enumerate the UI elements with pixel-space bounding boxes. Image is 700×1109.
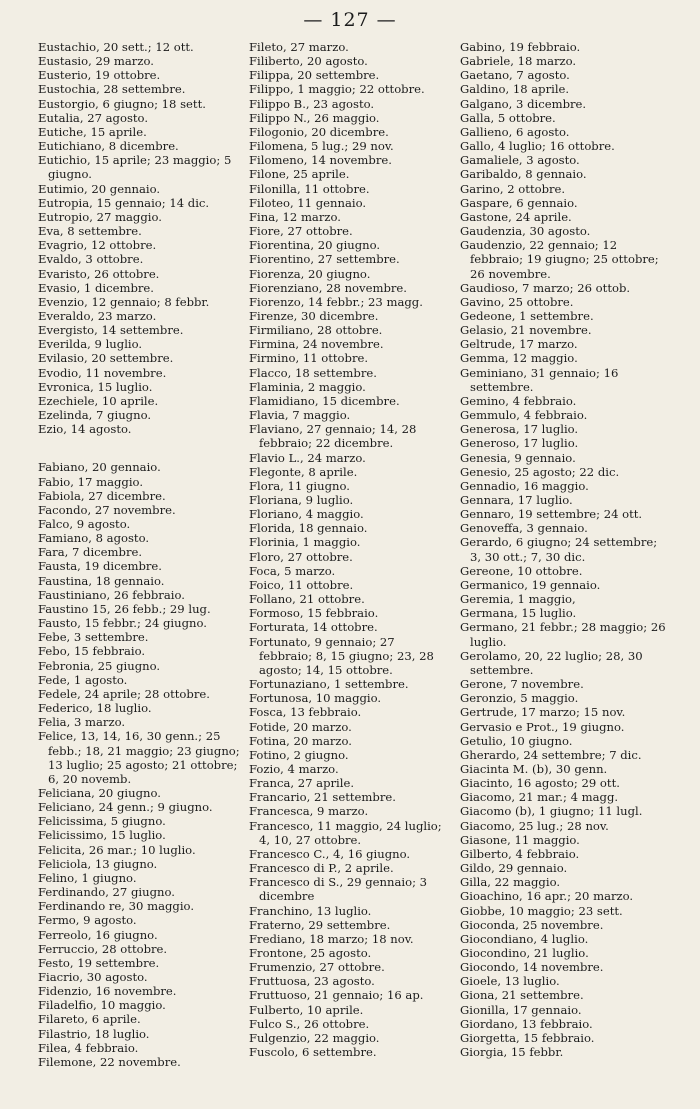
name-entry: Flora, 11 giugno. xyxy=(249,478,350,493)
name-entry: Fozio, 4 marzo. xyxy=(249,761,339,776)
name-entry: Fede, 1 agosto. xyxy=(38,672,128,687)
name-entry: Faustino 15, 26 febb.; 29 lug. xyxy=(38,601,211,616)
name-entry: Florinia, 1 maggio. xyxy=(249,535,361,550)
name-entry: Floriana, 9 luglio. xyxy=(249,493,354,507)
name-entry: Fara, 7 dicembre. xyxy=(38,545,143,560)
name-entry: Filastrio, 18 luglio. xyxy=(38,1026,150,1041)
name-entry: Gemma, 12 maggio. xyxy=(460,351,578,366)
name-entry: Filomeno, 14 novembre. xyxy=(249,153,392,168)
name-entry: Filonilla, 11 ottobre. xyxy=(249,181,370,196)
name-entry: Geminiano, 31 gennaio; 16 settembre. xyxy=(460,365,619,394)
name-entry: Galgano, 3 dicembre. xyxy=(460,96,587,111)
name-entry: Ezelinda, 7 giugno. xyxy=(38,408,152,423)
name-entry: Eutropia, 15 gennaio; 14 dic. xyxy=(38,195,210,210)
name-entry: Felicissimo, 15 luglio. xyxy=(38,828,166,843)
name-entry: Frediano, 18 marzo; 18 nov. xyxy=(249,931,414,946)
name-entry: Fiorenza, 20 giugno. xyxy=(249,266,371,281)
name-entry: Filone, 25 aprile. xyxy=(249,167,350,182)
name-entry: Flacco, 18 settembre. xyxy=(249,365,377,380)
name-entry: Firenze, 30 dicembre. xyxy=(249,308,379,323)
name-entry: Gerone, 7 novembre. xyxy=(460,677,584,692)
name-entry: Ezechiele, 10 aprile. xyxy=(38,393,159,408)
name-entry: Giona, 21 settembre. xyxy=(460,988,584,1003)
name-entry: Gelasio, 21 novembre. xyxy=(460,323,592,338)
name-entry: Everaldo, 23 marzo. xyxy=(38,308,157,323)
section-gap xyxy=(38,436,240,460)
name-entry: Genoveffa, 3 gennaio. xyxy=(460,521,588,536)
name-entry: Fidenzio, 16 novembre. xyxy=(38,984,177,999)
name-entry: Felia, 3 marzo. xyxy=(38,715,126,730)
name-entry: Evagrio, 12 ottobre. xyxy=(38,238,157,253)
name-entry: Fotino, 2 giugno. xyxy=(249,747,349,762)
name-entry: Festo, 19 settembre. xyxy=(38,955,160,970)
name-entry: Fermo, 9 agosto. xyxy=(38,913,137,928)
column-right xyxy=(460,40,668,1059)
name-entry: Everilda, 9 luglio. xyxy=(38,337,143,352)
column-middle xyxy=(249,40,451,1059)
name-entry: Flegonte, 8 aprile. xyxy=(249,464,358,479)
name-entry: Fotina, 20 marzo. xyxy=(249,733,352,748)
name-entry: Evilasio, 20 settembre. xyxy=(38,351,174,366)
name-entry: Filea, 4 febbraio. xyxy=(38,1040,139,1055)
name-entry: Gabino, 19 febbraio. xyxy=(460,40,581,54)
name-entry: Geremia, 1 maggio, xyxy=(460,592,576,607)
name-entry: Felicissima, 5 giugno. xyxy=(38,814,166,829)
name-entry: Filippa, 20 settembre. xyxy=(249,68,380,83)
name-entry: Eutropio, 27 maggio. xyxy=(38,209,162,224)
name-entry: Gaudenzio, 22 gennaio; 12 febbraio; 19 giugno; 25 ottobre; 26 novembre. xyxy=(460,238,659,281)
name-entry: Gilla, 22 maggio. xyxy=(460,875,561,890)
name-entry: Flaminia, 2 maggio. xyxy=(249,379,366,394)
name-entry: Gerardo, 6 giugno; 24 settembre; 3, 30 ott.; 7, 30 dic. xyxy=(460,535,658,564)
name-entry: Fiorenzo, 14 febbr.; 23 magg. xyxy=(249,294,423,309)
name-entry: Giasone, 11 maggio. xyxy=(460,832,580,847)
name-entry: Gerolamo, 20, 22 luglio; 28, 30 settembre. xyxy=(460,648,643,677)
name-entry: Fruttuoso, 21 gennaio; 16 ap. xyxy=(249,988,424,1003)
name-entry: Gereone, 10 ottobre. xyxy=(460,563,583,578)
name-entry: Getulio, 10 giugno. xyxy=(460,733,573,748)
name-entry: Gioachino, 16 apr.; 20 marzo. xyxy=(460,889,634,904)
name-entry: Gaetano, 7 agosto. xyxy=(460,68,570,83)
name-entry: Filoteo, 11 gennaio. xyxy=(249,195,367,210)
name-entry: Germano, 21 febbr.; 28 maggio; 26 luglio. xyxy=(460,620,666,649)
name-entry: Franca, 27 aprile. xyxy=(249,776,355,791)
name-entry: Eustochia, 28 settembre. xyxy=(38,82,186,97)
name-entry: Felino, 1 giugno. xyxy=(38,870,137,885)
name-entry: Forturata, 14 ottobre. xyxy=(249,620,378,635)
name-entry: Floro, 27 ottobre. xyxy=(249,549,353,564)
name-entry: Frontone, 25 agosto. xyxy=(249,946,372,960)
name-entry: Gilberto, 4 febbraio. xyxy=(460,846,580,861)
name-entry: Gavino, 25 ottobre. xyxy=(460,294,574,309)
name-entry: Fortunaziano, 1 settembre. xyxy=(249,677,409,692)
name-entry: Febo, 15 febbraio. xyxy=(38,644,146,659)
name-entry: Fortunosa, 10 maggio. xyxy=(249,691,382,706)
name-entry: Flavia, 7 maggio. xyxy=(249,408,351,423)
name-entry: Fiorenziano, 28 novembre. xyxy=(249,280,407,295)
name-entry: Gildo, 29 gennaio. xyxy=(460,861,568,876)
name-entry: Generosa, 17 luglio. xyxy=(460,422,579,437)
name-entry: Flavio L., 24 marzo. xyxy=(249,450,366,465)
name-entry: Evenzio, 12 gennaio; 8 febbr. xyxy=(38,294,210,309)
name-entry: Gioconda, 25 novembre. xyxy=(460,917,604,932)
name-entry: Francesca, 9 marzo. xyxy=(249,804,369,819)
name-entry: Ferruccio, 28 ottobre. xyxy=(38,941,168,956)
name-entry: Filareto, 6 aprile. xyxy=(38,1012,141,1027)
name-entry: Eustachio, 20 sett.; 12 ott. xyxy=(38,40,194,54)
name-entry: Eutichio, 15 aprile; 23 maggio; 5 giugno. xyxy=(38,153,232,182)
name-entry: Geronzio, 5 maggio. xyxy=(460,691,579,706)
name-entry: Fiacrio, 30 agosto. xyxy=(38,970,148,984)
name-entry: Ferreolo, 16 giugno. xyxy=(38,927,158,942)
name-entry: Faustina, 18 gennaio. xyxy=(38,573,165,588)
name-entry: Germana, 15 luglio. xyxy=(460,606,577,621)
name-entry: Gemmulo, 4 febbraio. xyxy=(460,408,588,423)
name-entry: Flaviano, 27 gennaio; 14, 28 febbraio; 22 dicembre. xyxy=(249,422,417,451)
name-entry: Francesco di P., 2 aprile. xyxy=(249,861,394,876)
name-entry: Fortunato, 9 gennaio; 27 febbraio; 8, 15 giugno; 23, 28 agosto; 14, 15 ottobre. xyxy=(249,634,434,677)
name-entry: Gastone, 24 aprile. xyxy=(460,209,572,224)
name-entry: Gedeone, 1 settembre. xyxy=(460,308,594,323)
name-entry: Fabio, 17 maggio. xyxy=(38,474,144,489)
name-entry: Filomena, 5 lug.; 29 nov. xyxy=(249,139,394,154)
name-entry: Frumenzio, 27 ottobre. xyxy=(249,960,385,975)
name-entry: Genesia, 9 gennaio. xyxy=(460,450,576,465)
name-entry: Gaudioso, 7 marzo; 26 ottob. xyxy=(460,280,631,295)
page-number: — 127 — xyxy=(303,9,397,31)
name-entry: Evasio, 1 dicembre. xyxy=(38,280,154,295)
name-entry: Fabiola, 27 dicembre. xyxy=(38,488,166,503)
name-entry: Firmina, 24 novembre. xyxy=(249,337,384,352)
name-entry: Gherardo, 24 settembre; 7 dic. xyxy=(460,747,642,762)
name-entry: Giacomo, 21 mar.; 4 magg. xyxy=(460,790,619,805)
name-entry: Francesco di S., 29 gennaio; 3 dicembre xyxy=(249,875,428,904)
name-entry: Gennaro, 19 settembre; 24 ott. xyxy=(460,507,643,522)
name-entry: Eutimio, 20 gennaio. xyxy=(38,181,161,196)
name-entry: Filemone, 22 novembre. xyxy=(38,1054,181,1069)
name-entry: Filogonio, 20 dicembre. xyxy=(249,124,389,139)
name-entry: Febe, 3 settembre. xyxy=(38,630,149,645)
name-entry: Giacomo (b), 1 giugno; 11 lugl. xyxy=(460,804,643,819)
name-entry: Galdino, 18 aprile. xyxy=(460,82,570,97)
name-entry: Federico, 18 luglio. xyxy=(38,701,152,716)
name-entry: Gennadio, 16 maggio. xyxy=(460,478,589,493)
name-entry: Fileto, 27 marzo. xyxy=(249,40,349,54)
name-entry: Firmiliano, 28 ottobre. xyxy=(249,323,383,338)
name-entry: Germanico, 19 gennaio. xyxy=(460,577,601,592)
name-entry: Fabiano, 20 gennaio. xyxy=(38,460,161,475)
name-entry: Eutalia, 27 agosto. xyxy=(38,110,149,125)
name-entry: Gervasio e Prot., 19 giugno. xyxy=(460,719,625,734)
name-entry: Eutiche, 15 aprile. xyxy=(38,124,147,139)
column-left xyxy=(38,40,240,1069)
name-entry: Franchino, 13 luglio. xyxy=(249,903,372,918)
name-entry: Gabriele, 18 marzo. xyxy=(460,54,577,69)
name-entry: Eutichiano, 8 dicembre. xyxy=(38,139,179,154)
name-entry: Garino, 2 ottobre. xyxy=(460,181,566,196)
name-entry: Gamaliele, 3 agosto. xyxy=(460,153,580,168)
name-entry: Follano, 21 ottobre. xyxy=(249,592,365,607)
name-entry: Filadelfio, 10 maggio. xyxy=(38,998,166,1013)
name-entry: Flamidiano, 15 dicembre. xyxy=(249,393,400,408)
name-entry: Generoso, 17 luglio. xyxy=(460,436,579,451)
name-entry: Francesco, 11 maggio, 24 luglio; 4, 10, 27 ottobre. xyxy=(249,818,442,847)
name-entry: Fosca, 13 febbraio. xyxy=(249,705,362,720)
name-entry: Feliciano, 24 genn.; 9 giugno. xyxy=(38,800,213,815)
name-entry: Francario, 21 settembre. xyxy=(249,790,396,805)
name-entry: Eustorgio, 6 giugno; 18 sett. xyxy=(38,96,206,111)
name-entry: Floriano, 4 maggio. xyxy=(249,507,364,522)
name-entry: Galla, 5 ottobre. xyxy=(460,110,556,125)
name-entry: Gennara, 17 luglio. xyxy=(460,493,573,507)
name-entry: Gallieno, 6 agosto. xyxy=(460,124,570,139)
name-entry: Famiano, 8 agosto. xyxy=(38,531,150,546)
name-entry: Gallo, 4 luglio; 16 ottobre. xyxy=(460,139,615,154)
name-entry: Evaldo, 3 ottobre. xyxy=(38,252,144,267)
name-entry: Feliciola, 13 giugno. xyxy=(38,856,158,871)
name-entry: Evronica, 15 luglio. xyxy=(38,379,153,394)
name-entry: Felice, 13, 14, 16, 30 genn.; 25 febb.; 18, 21 maggio; 23 giugno; 13 luglio; 25 agosto; 21 ottobre; 6, 20 novemb. xyxy=(38,729,240,786)
name-entry: Giorgetta, 15 febbraio. xyxy=(460,1030,595,1045)
name-entry: Geltrude, 17 marzo. xyxy=(460,337,578,352)
name-entry: Giordano, 13 febbraio. xyxy=(460,1016,593,1031)
name-entry: Filippo B., 23 agosto. xyxy=(249,96,375,111)
name-entry: Fina, 12 marzo. xyxy=(249,209,341,224)
name-entry: Foca, 5 marzo. xyxy=(249,563,336,578)
name-entry: Fotide, 20 marzo. xyxy=(249,719,352,734)
name-entry: Formoso, 15 febbraio. xyxy=(249,606,379,621)
name-entry: Eustasio, 29 marzo. xyxy=(38,54,154,69)
name-entry: Giacinta M. (b), 30 genn. xyxy=(460,761,608,776)
name-entry: Giacinto, 16 agosto; 29 ott. xyxy=(460,776,620,791)
name-entry: Eusterio, 19 ottobre. xyxy=(38,68,161,83)
name-entry: Garibaldo, 8 gennaio. xyxy=(460,167,587,182)
name-entry: Fedele, 24 aprile; 28 ottobre. xyxy=(38,686,210,701)
name-entry: Felicita, 26 mar.; 10 luglio. xyxy=(38,842,196,857)
name-entry: Foico, 11 ottobre. xyxy=(249,577,354,592)
name-entry: Filiberto, 20 agosto. xyxy=(249,54,368,69)
name-entry: Giobbe, 10 maggio; 23 sett. xyxy=(460,903,623,918)
name-entry: Giocondiano, 4 luglio. xyxy=(460,931,589,946)
name-entry: Fulgenzio, 22 maggio. xyxy=(249,1030,380,1045)
name-entry: Giacomo, 25 lug.; 28 nov. xyxy=(460,818,609,833)
name-entry: Ezio, 14 agosto. xyxy=(38,422,132,437)
name-entry: Eva, 8 settembre. xyxy=(38,224,142,239)
name-entry: Facondo, 27 novembre. xyxy=(38,502,176,517)
name-entry: Filippo N., 26 maggio. xyxy=(249,110,380,125)
name-entry: Faustiniano, 26 febbraio. xyxy=(38,587,185,602)
name-entry: Fiore, 27 ottobre. xyxy=(249,224,353,239)
name-entry: Gionilla, 17 gennaio. xyxy=(460,1002,582,1017)
name-entry: Ferdinando, 27 giugno. xyxy=(38,885,175,900)
name-entry: Fuscolo, 6 settembre. xyxy=(249,1045,377,1060)
name-entry: Gioele, 13 luglio. xyxy=(460,974,560,989)
name-entry: Fausto, 15 febbr.; 24 giugno. xyxy=(38,616,207,631)
name-entry: Fruttuosa, 23 agosto. xyxy=(249,974,375,989)
name-entry: Evaristo, 26 ottobre. xyxy=(38,266,160,281)
name-entry: Fulberto, 10 aprile. xyxy=(249,1002,364,1017)
name-entry: Genesio, 25 agosto; 22 dic. xyxy=(460,464,620,479)
name-entry: Fraterno, 29 settembre. xyxy=(249,917,391,932)
name-entry: Fausta, 19 dicembre. xyxy=(38,559,162,574)
name-entry: Gaudenzia, 30 agosto. xyxy=(460,224,591,239)
name-entry: Filippo, 1 maggio; 22 ottobre. xyxy=(249,82,425,97)
name-entry: Giocondino, 21 luglio. xyxy=(460,946,589,960)
name-entry: Evodio, 11 novembre. xyxy=(38,365,167,380)
name-entry: Francesco C., 4, 16 giugno. xyxy=(249,846,411,861)
name-entry: Feliciana, 20 giugno. xyxy=(38,785,161,800)
name-entry: Febronia, 25 giugno. xyxy=(38,658,161,673)
name-entry: Giocondo, 14 novembre. xyxy=(460,960,604,975)
name-entry: Fulco S., 26 ottobre. xyxy=(249,1016,370,1031)
name-entry: Gemino, 4 febbraio. xyxy=(460,393,577,408)
name-entry: Giorgia, 15 febbr. xyxy=(460,1045,564,1060)
name-entry: Gaspare, 6 gennaio. xyxy=(460,195,578,210)
name-entry: Ferdinando re, 30 maggio. xyxy=(38,899,195,914)
name-entry: Fiorentina, 20 giugno. xyxy=(249,238,381,253)
name-entry: Gertrude, 17 marzo; 15 nov. xyxy=(460,705,626,720)
name-entry: Evergisto, 14 settembre. xyxy=(38,323,184,338)
name-entry: Fiorentino, 27 settembre. xyxy=(249,252,400,267)
name-entry: Florida, 18 gennaio. xyxy=(249,521,368,536)
name-entry: Falco, 9 agosto. xyxy=(38,517,131,531)
name-entry: Firmino, 11 ottobre. xyxy=(249,351,369,366)
